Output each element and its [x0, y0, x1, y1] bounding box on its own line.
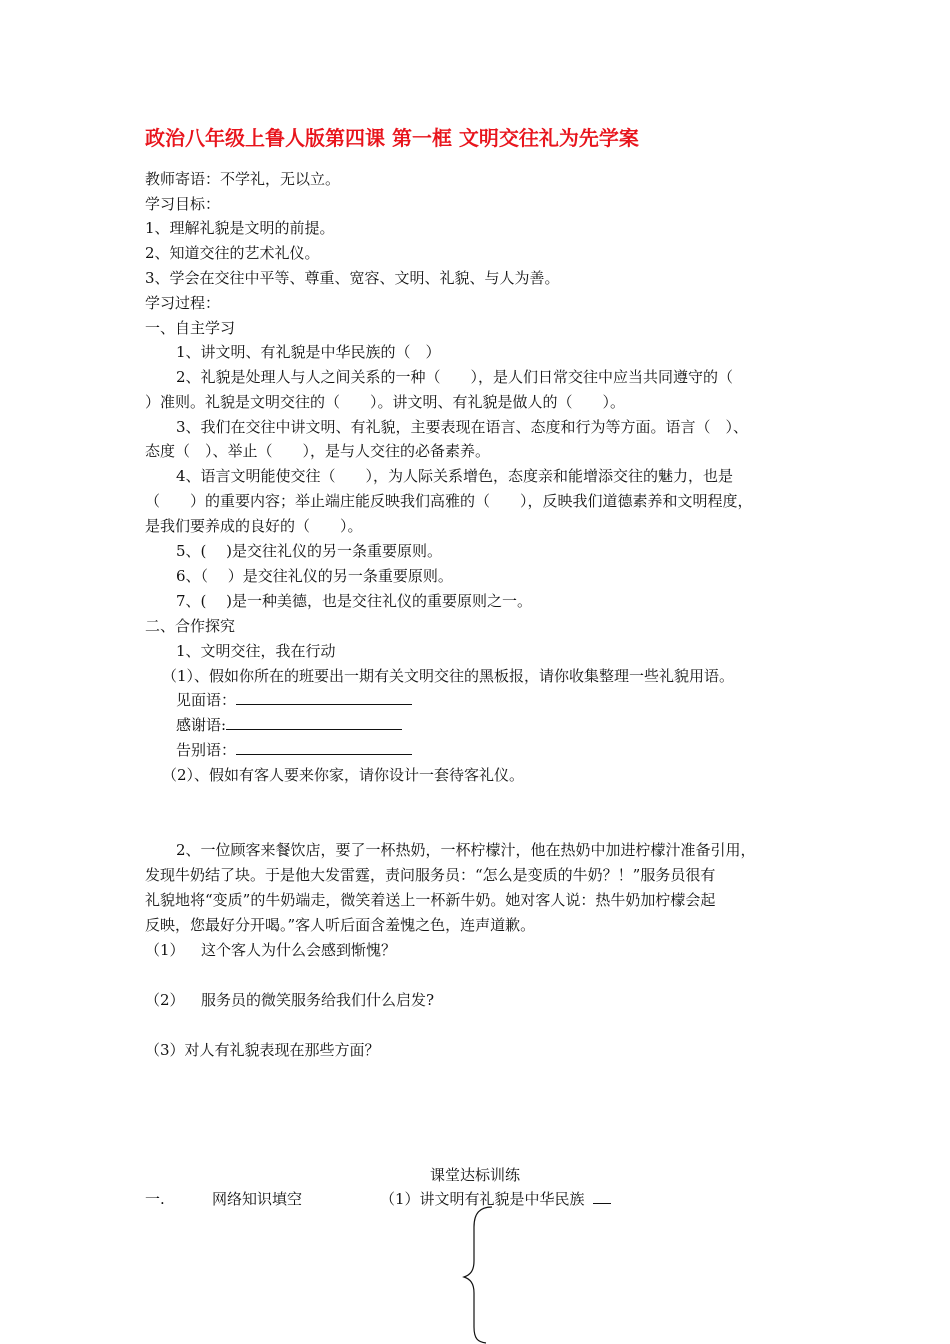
- story-line: 反映，您最好分开喝。”客人听后面含羞愧之色，连声道歉。: [145, 916, 536, 934]
- practice-answer-blank[interactable]: [593, 1189, 611, 1204]
- fill-blank-line: 是我们要养成的良好的（ ）。: [145, 517, 363, 535]
- sub-question-number: （2）: [145, 991, 185, 1009]
- sub-question-text: 这个客人为什么会感到惭愧？: [201, 941, 397, 959]
- sub-question-text: （3）对人有礼貌表现在那些方面？: [145, 1041, 380, 1059]
- practice-heading: 课堂达标训练: [429, 1166, 520, 1184]
- practice-section: 网络知识填空: [212, 1190, 303, 1208]
- greeting-answer-blank[interactable]: [236, 690, 412, 705]
- fill-blank-line: （ ）的重要内容；举止端庄能反映我们高雅的（ ），反映我们道德素养和文明程度，: [145, 492, 753, 510]
- section-heading-cooperate: 二、合作探究: [145, 617, 236, 635]
- greeting-row: [176, 690, 412, 710]
- page-title: 政治八年级上鲁人版第四课 第一框 文明交往礼为先学案: [145, 126, 639, 150]
- thanks-label: 感谢语:: [176, 716, 227, 734]
- goal-item: 3、学会在交往中平等、尊重、宽容、文明、礼貌、与人为善。: [145, 269, 560, 287]
- fill-blank-line: 6、（ ）是交往礼仪的另一条重要原则。: [176, 567, 453, 585]
- practice-item-text: （1）讲文明有礼貌是中华民族: [380, 1190, 585, 1208]
- goal-item: 1、理解礼貌是文明的前提。: [145, 219, 335, 237]
- curly-brace-icon: [458, 1205, 498, 1344]
- fill-blank-line: 3、我们在交往中讲文明、有礼貌，主要表现在语言、态度和行为等方面。语言（ ）、: [176, 418, 749, 436]
- fill-blank-line: 1、讲文明、有礼貌是中华民族的（ ）: [176, 343, 441, 361]
- fill-blank-line: 态度（ ）、举止（ ），是与人交往的必备素养。: [145, 442, 491, 460]
- fill-blank-line: 5、( )是交往礼仪的另一条重要原则。: [176, 542, 443, 560]
- thanks-row: [176, 715, 402, 735]
- subsection-title: 1、文明交往，我在行动: [176, 642, 336, 660]
- question-text: （1）、假如你所在的班要出一期有关文明交往的黑板报，请你收集整理一些礼貌用语。: [162, 667, 735, 685]
- story-line: 发现牛奶结了块。于是他大发雷霆，责问服务员：“怎么是变质的牛奶？！”服务员很有: [145, 866, 716, 884]
- sub-question-number: （1）: [145, 941, 185, 959]
- thanks-answer-blank[interactable]: [226, 715, 402, 730]
- greeting-label: 见面语：: [176, 691, 237, 709]
- sub-question-text: 服务员的微笑服务给我们什么启发?: [201, 991, 435, 1009]
- fill-blank-line: ）准则。礼貌是文明交往的（ ）。讲文明、有礼貌是做人的（ ）。: [145, 393, 626, 411]
- section-heading-self-study: 一、自主学习: [145, 319, 236, 337]
- story-line: 礼貌地将“变质”的牛奶端走，微笑着送上一杯新牛奶。她对客人说：热牛奶加柠檬会起: [145, 891, 716, 909]
- story-line: 2、一位顾客来餐饮店，要了一杯热奶，一杯柠檬汁，他在热奶中加进柠檬汁准备引用，: [176, 841, 756, 859]
- farewell-label: 告别语：: [176, 741, 237, 759]
- practice-number: 一.: [145, 1190, 165, 1208]
- process-heading: 学习过程：: [145, 294, 221, 312]
- fill-blank-line: 4、语言文明能使交往（ ），为人际关系增色，态度亲和能增添交往的魅力，也是: [176, 467, 734, 485]
- question-text: （2）、假如有客人要来你家，请你设计一套待客礼仪。: [162, 766, 525, 784]
- fill-blank-line: 2、礼貌是处理人与人之间关系的一种（ ），是人们日常交往中应当共同遵守的（: [176, 368, 734, 386]
- teacher-motto: 教师寄语：不学礼，无以立。: [145, 170, 341, 188]
- fill-blank-line: 7、( )是一种美德，也是交往礼仪的重要原则之一。: [176, 592, 533, 610]
- goals-heading: 学习目标：: [145, 195, 221, 213]
- farewell-answer-blank[interactable]: [236, 740, 412, 755]
- farewell-row: [176, 740, 412, 760]
- goal-item: 2、知道交往的艺术礼仪。: [145, 244, 320, 262]
